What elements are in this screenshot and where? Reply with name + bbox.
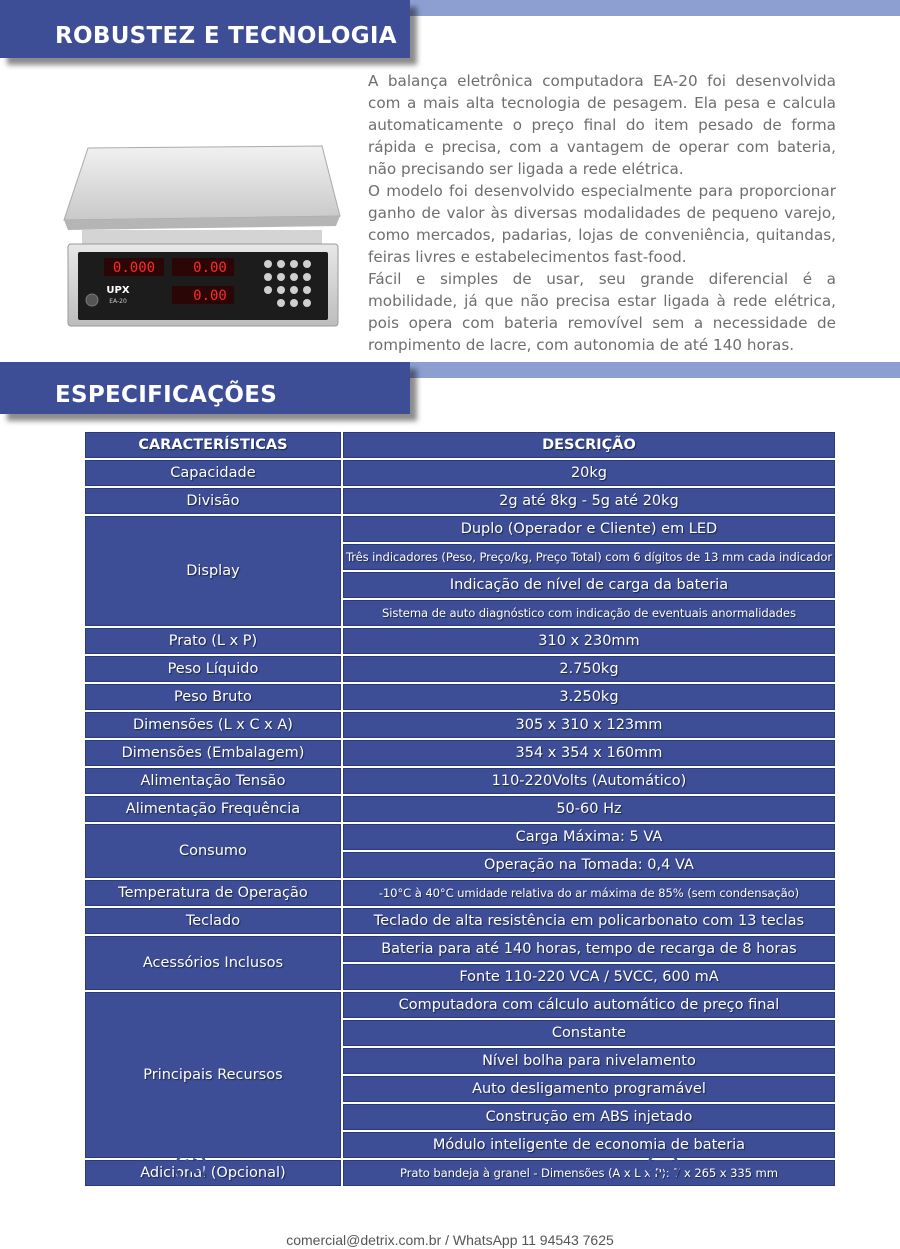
spec-value: Três indicadores (Peso, Preço/kg, Preço Total) com 6 dígitos de 13 mm cada indicador xyxy=(343,544,835,570)
table-row xyxy=(85,712,835,738)
spec-label: Divisão xyxy=(85,488,341,514)
spec-label: Consumo xyxy=(85,824,341,878)
spec-value: Bateria para até 140 horas, tempo de recarga de 8 horas xyxy=(343,936,835,962)
spec-value: Indicação de nível de carga da bateria xyxy=(343,572,835,598)
header-descricao: DESCRIÇÃO xyxy=(343,432,835,458)
intro-paragraph-1: A balança eletrônica computadora EA-20 foi desenvolvida com a mais alta tecnologia de pesagem. Ela pesa e calcula automaticamente o preço final do item pesado de forma rápida e precisa, com a vantagem de operar com bateria, não precisando ser ligada a rede elétrica. xyxy=(368,72,836,178)
spec-value: Constante xyxy=(343,1020,835,1046)
spec-label: Dimensões (Embalagem) xyxy=(85,740,341,766)
spec-label: Acessórios Inclusos xyxy=(85,936,341,990)
spec-value: Operação na Tomada: 0,4 VA xyxy=(343,852,835,878)
table-row xyxy=(85,740,835,766)
spec-value: 2.750kg xyxy=(343,656,835,682)
spec-label: Alimentação Frequência xyxy=(85,796,341,822)
spec-value: 310 x 230mm xyxy=(343,628,835,654)
spec-value: 305 x 310 x 123mm xyxy=(343,712,835,738)
spec-value: Auto desligamento programável xyxy=(343,1076,835,1102)
spec-value: Construção em ABS injetado xyxy=(343,1104,835,1130)
spec-label: Peso Líquido xyxy=(85,656,341,682)
section-title-especificacoes: ESPECIFICAÇÕES xyxy=(55,382,278,408)
spec-value: Módulo inteligente de economia de bateria xyxy=(343,1132,835,1158)
spec-value: Carga Máxima: 5 VA xyxy=(343,824,835,850)
spec-value: 2g até 8kg - 5g até 20kg xyxy=(343,488,835,514)
intro-paragraph-3: Fácil e simples de usar, seu grande diferencial é a mobilidade, já que não precisa estar ligada à rede elétrica, pois opera com bateria removível sem a necessidade de rompimento de lacre, com autonomia de até 140 horas. xyxy=(368,270,836,354)
spec-label: Capacidade xyxy=(85,460,341,486)
table-row xyxy=(85,796,835,822)
spec-value: 354 x 354 x 160mm xyxy=(343,740,835,766)
footer-contact: comercial@detrix.com.br / WhatsApp 11 94543 7625 xyxy=(286,1232,614,1248)
spec-value: Nível bolha para nivelamento xyxy=(343,1048,835,1074)
header-caracteristicas: CARACTERÍSTICAS xyxy=(85,432,341,458)
section-tab-robustez xyxy=(0,0,410,58)
table-row xyxy=(85,824,835,850)
spec-value: Prato bandeja à granel - Dimensões (A x L x P): 7 x 265 x 335 mm xyxy=(343,1160,835,1186)
spec-value: Computadora com cálculo automático de preço final xyxy=(343,992,835,1018)
table-row xyxy=(85,880,835,906)
spec-label: Dimensões (L x C x A) xyxy=(85,712,341,738)
scale-display-weight: 0.000 xyxy=(112,260,156,276)
phone-icon[interactable] xyxy=(174,1150,208,1184)
spec-value: 3.250kg xyxy=(343,684,835,710)
spec-label: Teclado xyxy=(85,908,341,934)
table-row xyxy=(85,460,835,486)
spec-table xyxy=(83,430,837,1188)
spec-label: Display xyxy=(85,516,341,626)
section-title-robustez: ROBUSTEZ E TECNOLOGIA xyxy=(55,23,397,49)
table-row xyxy=(85,628,835,654)
spec-label: Peso Bruto xyxy=(85,684,341,710)
spec-value: Duplo (Operador e Cliente) em LED xyxy=(343,516,835,542)
envelope-icon[interactable] xyxy=(646,1150,680,1184)
spec-label: Prato (L x P) xyxy=(85,628,341,654)
spec-value: 110-220Volts (Automático) xyxy=(343,768,835,794)
section-tab-especificacoes xyxy=(0,362,410,414)
spec-value: -10°C à 40°C umidade relativa do ar máxima de 85% (sem condensação) xyxy=(343,880,835,906)
spec-value: 20kg xyxy=(343,460,835,486)
table-row xyxy=(85,908,835,934)
scale-display-total: 0.00 xyxy=(193,288,227,304)
table-row xyxy=(85,684,835,710)
intro-text xyxy=(368,70,836,356)
spec-label: Alimentação Tensão xyxy=(85,768,341,794)
scale-illustration xyxy=(60,138,350,338)
table-row xyxy=(85,936,835,962)
scale-display-price: 0.00 xyxy=(193,260,227,276)
spec-table-body xyxy=(85,460,835,1186)
table-row xyxy=(85,992,835,1018)
table-row xyxy=(85,488,835,514)
scale-model-label: EA-20 xyxy=(109,298,127,305)
table-row xyxy=(85,516,835,542)
spec-label: Adicional (Opcional) xyxy=(85,1160,341,1186)
table-row xyxy=(85,768,835,794)
spec-label: Temperatura de Operação xyxy=(85,880,341,906)
spec-label: Principais Recursos xyxy=(85,992,341,1158)
spec-value: Fonte 110-220 VCA / 5VCC, 600 mA xyxy=(343,964,835,990)
spec-value: Sistema de auto diagnóstico com indicação de eventuais anormalidades xyxy=(343,600,835,626)
scale-brand-logo: UPX xyxy=(106,285,130,296)
spec-value: 50-60 Hz xyxy=(343,796,835,822)
table-header-row xyxy=(85,432,835,458)
intro-paragraph-2: O modelo foi desenvolvido especialmente para proporcionar ganho de valor às diversas modalidades de pequeno varejo, como mercados, padarias, lojas de conveniência, quitandas, feiras livres e estabelecimentos fast-food. xyxy=(368,182,836,266)
spec-value: Teclado de alta resistência em policarbonato com 13 teclas xyxy=(343,908,835,934)
table-row xyxy=(85,656,835,682)
